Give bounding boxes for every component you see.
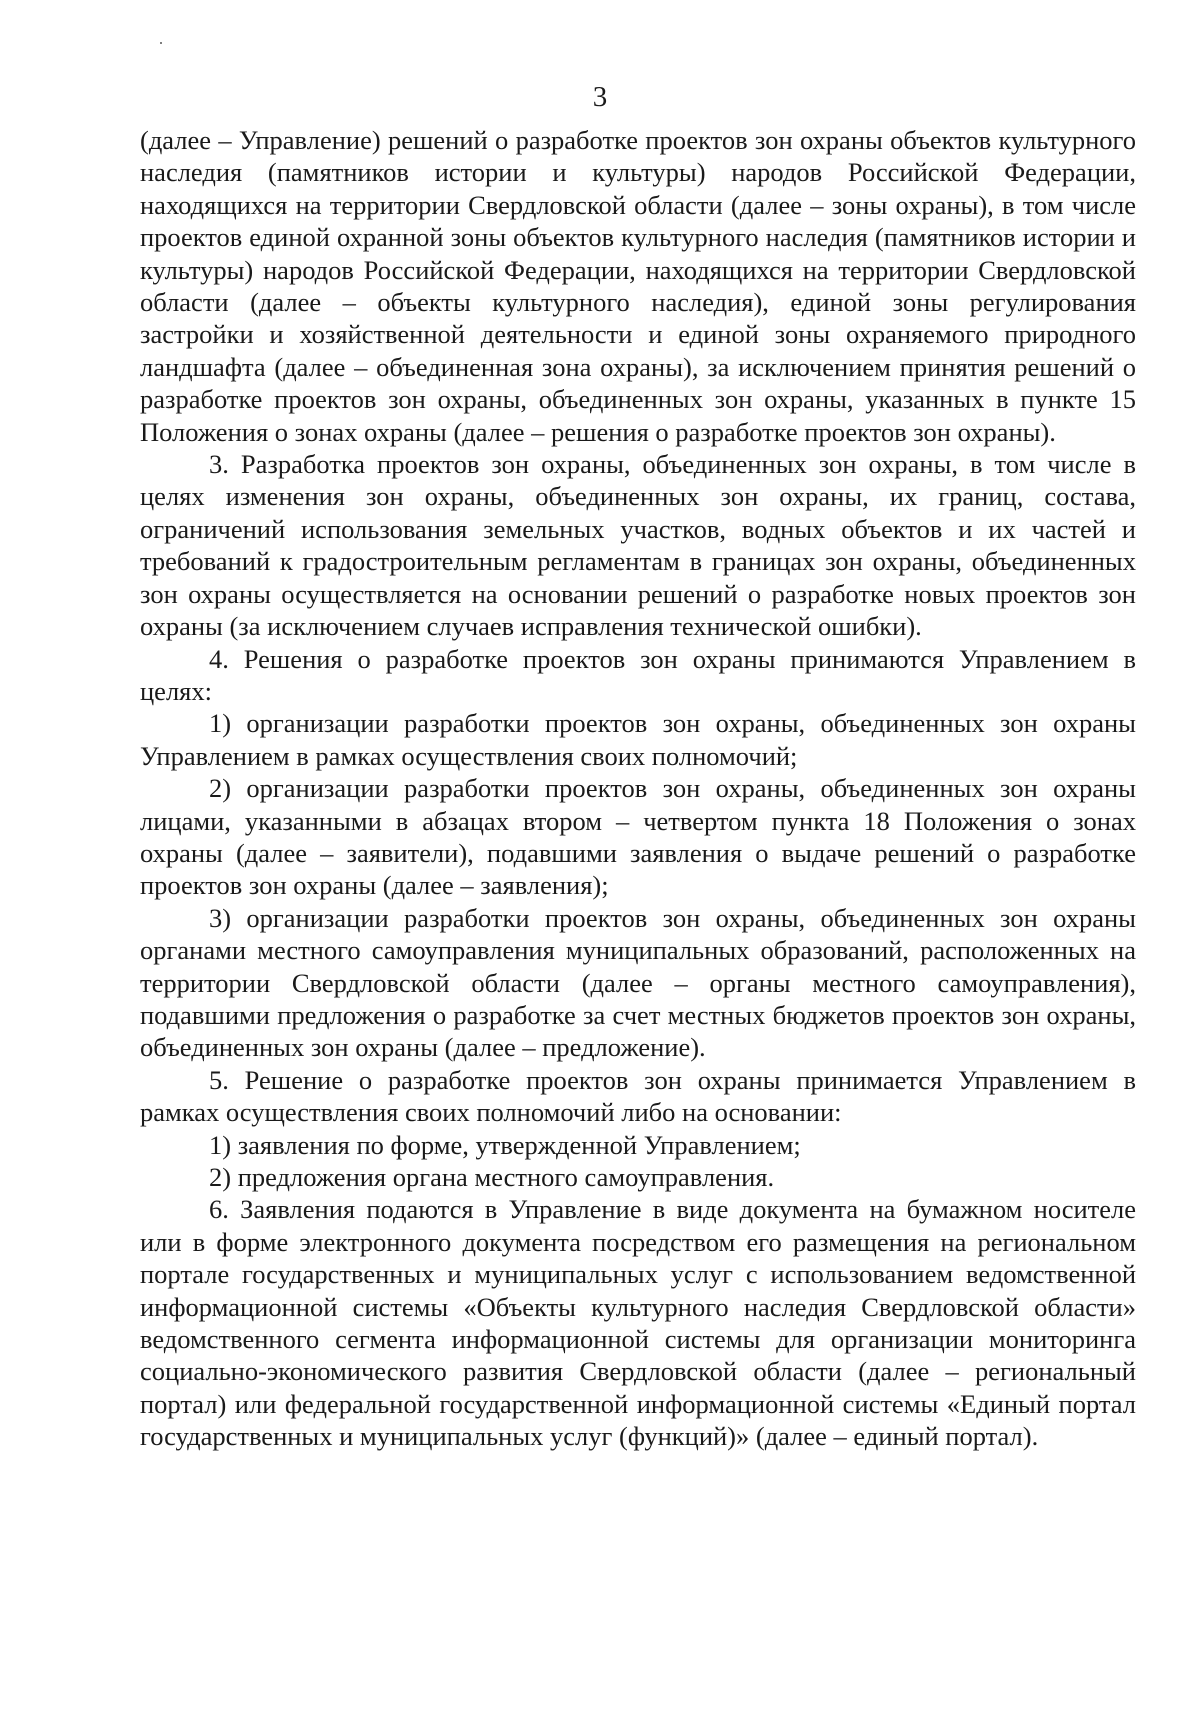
- paragraph-item-4-sub-1: 1) организации разработки проектов зон охраны, объединенных зон охраны Управлением в рамках осуществления своих полномочий;: [140, 708, 1136, 771]
- paragraph-continuation: (далее – Управление) решений о разработке проектов зон охраны объектов культурного наследия (памятников истории и культуры) народов Российской Федерации, находящихся на территории Свердловской области (далее – зоны охраны), в том числе проектов единой охранной зоны объектов культурного наследия (памятников истории и культуры) народов Российской Федерации, находящихся на территории Свердловской области (далее – объекты культурного наследия), единой зоны регулирования застройки и хозяйственной деятельности и единой зоны охраняемого природного ландшафта (далее – объединенная зона охраны), за исключением принятия решений о разработке проектов зон охраны, объединенных зон охраны, указанных в пункте 15 Положения о зонах охраны (далее – решения о разработке проектов зон охраны).: [140, 125, 1136, 447]
- document-body: [140, 124, 1136, 1453]
- paragraph-item-5: 5. Решение о разработке проектов зон охраны принимается Управлением в рамках осуществления своих полномочий либо на основании:: [140, 1064, 1136, 1128]
- paragraph-item-4-sub-3: 3) организации разработки проектов зон охраны, объединенных зон охраны органами местного самоуправления муниципальных образований, расположенных на территории Свердловской области (далее – органы местного самоуправления), подавшими предложения о разработке за счет местных бюджетов проектов зон охраны, объединенных зон охраны (далее – предложение).: [140, 902, 1136, 1063]
- scan-speck: [160, 42, 162, 44]
- page-number: 3: [592, 81, 608, 113]
- paragraph-item-5-sub-1: 1) заявления по форме, утвержденной Управлением;: [209, 1129, 801, 1160]
- paragraph-item-5-sub-2: 2) предложения органа местного самоуправления.: [209, 1162, 775, 1192]
- paragraph-item-4: 4. Решения о разработке проектов зон охраны принимаются Управлением в целях:: [140, 643, 1136, 706]
- paragraph-item-3: 3. Разработка проектов зон охраны, объединенных зон охраны, в том числе в целях изменения зон охраны, объединенных зон охраны, их границ, состава, ограничений использования земельных участков, водных объектов и их частей и требований к градостроительным регламентам в границах зон охраны, объединенных зон охраны осуществляется на основании решений о разработке новых проектов зон охраны (за исключением случаев исправления технической ошибки).: [140, 449, 1136, 642]
- paragraph-item-4-sub-2: 2) организации разработки проектов зон охраны, объединенных зон охраны лицами, указанными в абзацах втором – четвертом пункта 18 Положения о зонах охраны (далее – заявители), подавшими заявления о выдаче решений о разработке проектов зон охраны (далее – заявления);: [140, 773, 1136, 901]
- paragraph-item-6: 6. Заявления подаются в Управление в виде документа на бумажном носителе или в форме электронного документа посредством его размещения на региональном портале государственных и муниципальных услуг с использованием ведомственной информационной системы «Объекты культурного наследия Свердловской области» ведомственного сегмента информационной системы для организации мониторинга социально-экономического развития Свердловской области (далее – региональный портал) или федеральной государственной информационной системы «Единый портал государственных и муниципальных услуг (функций)» (далее – единый портал).: [140, 1194, 1136, 1452]
